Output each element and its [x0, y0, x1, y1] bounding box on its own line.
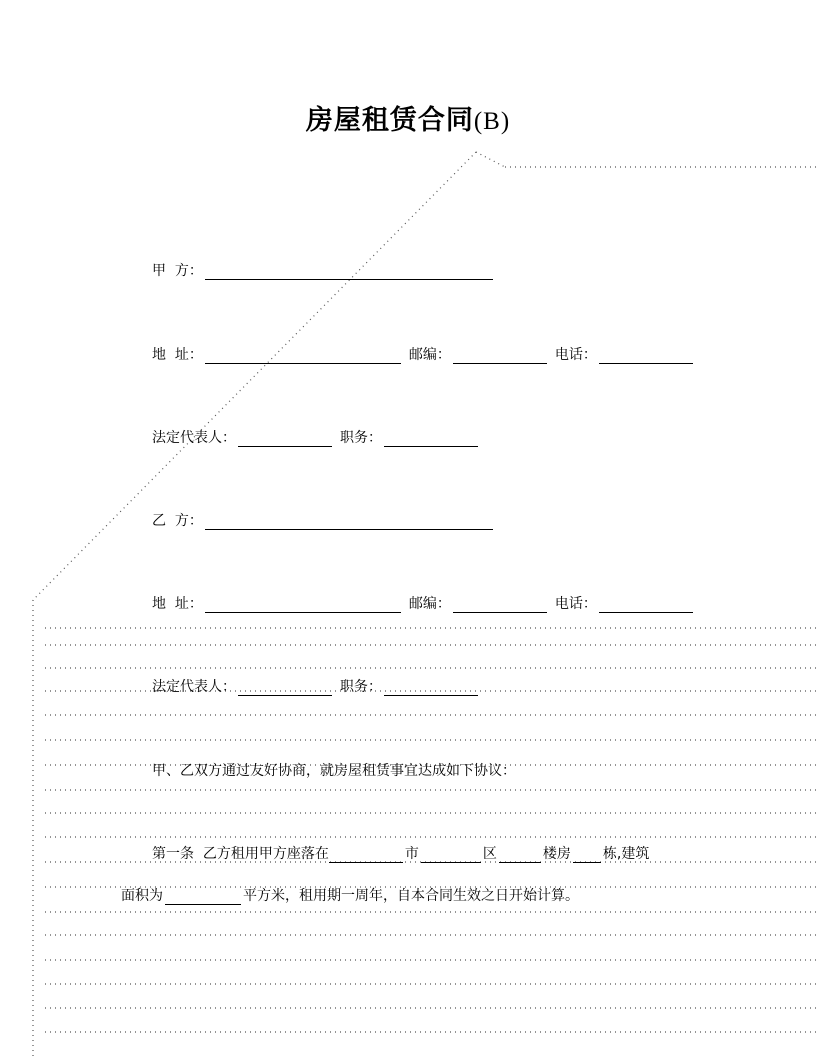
article-1-city-field[interactable] — [329, 848, 403, 863]
article-1-district-field[interactable] — [421, 848, 481, 863]
party-a-postcode-field[interactable] — [453, 349, 547, 364]
article-1-line-2 — [121, 887, 579, 905]
party-a-rep-row — [152, 429, 482, 447]
article-1-line-1 — [152, 845, 649, 863]
party-a-legal-rep-field[interactable] — [238, 432, 332, 447]
party-a-address-label: 地 址： — [152, 347, 203, 363]
party-a-position-field[interactable] — [384, 432, 478, 447]
party-a-legal-rep-label: 法定代表人： — [152, 430, 236, 446]
party-a-position-label: 职务： — [340, 430, 382, 446]
article-1-unit-field[interactable] — [573, 848, 601, 863]
article-1-text-1: 第一条 乙方租用甲方座落在 — [152, 846, 329, 862]
party-b-postcode-field[interactable] — [453, 598, 547, 613]
document-title — [0, 98, 816, 137]
party-a-address-row — [152, 346, 697, 364]
party-a-address-field[interactable] — [205, 349, 401, 364]
party-a-row — [152, 262, 497, 280]
article-1-text-3: 平方米，租用期一周年，自本合同生效之日开始计算。 — [243, 888, 579, 904]
party-b-phone-label: 电话： — [554, 596, 597, 612]
article-1-text-2: 面积为 — [121, 888, 163, 904]
party-b-rep-row — [152, 678, 482, 696]
article-1-unit-label: 栋,建筑 — [602, 846, 650, 862]
party-a-name-field[interactable] — [205, 265, 493, 280]
party-b-address-label: 地 址： — [152, 596, 203, 612]
title-main: 房屋租赁合同 — [305, 105, 474, 136]
party-b-position-label: 职务： — [340, 679, 382, 695]
title-suffix: (B) — [473, 108, 511, 135]
agreement-intro — [152, 762, 516, 780]
party-b-position-field[interactable] — [384, 681, 478, 696]
party-a-phone-field[interactable] — [599, 349, 693, 364]
party-a-postcode-label: 邮编： — [408, 347, 451, 363]
article-1-district-label: 区 — [482, 846, 497, 862]
party-b-name-field[interactable] — [205, 515, 493, 530]
agreement-intro-text: 甲、乙双方通过友好协商，就房屋租赁事宜达成如下协议： — [152, 763, 516, 779]
party-b-postcode-label: 邮编： — [408, 596, 451, 612]
party-b-row — [152, 512, 497, 530]
article-1-city-label: 市 — [404, 846, 419, 862]
party-b-phone-field[interactable] — [599, 598, 693, 613]
party-a-phone-label: 电话： — [554, 347, 597, 363]
party-b-address-row — [152, 595, 697, 613]
article-1-building-label: 楼房 — [542, 846, 571, 862]
party-b-label: 乙 方： — [152, 513, 203, 529]
article-1-street-field[interactable] — [499, 848, 541, 863]
party-a-label: 甲 方： — [152, 263, 203, 279]
party-b-legal-rep-field[interactable] — [238, 681, 332, 696]
party-b-address-field[interactable] — [205, 598, 401, 613]
article-1-area-field[interactable] — [165, 890, 241, 905]
party-b-legal-rep-label: 法定代表人： — [152, 679, 236, 695]
